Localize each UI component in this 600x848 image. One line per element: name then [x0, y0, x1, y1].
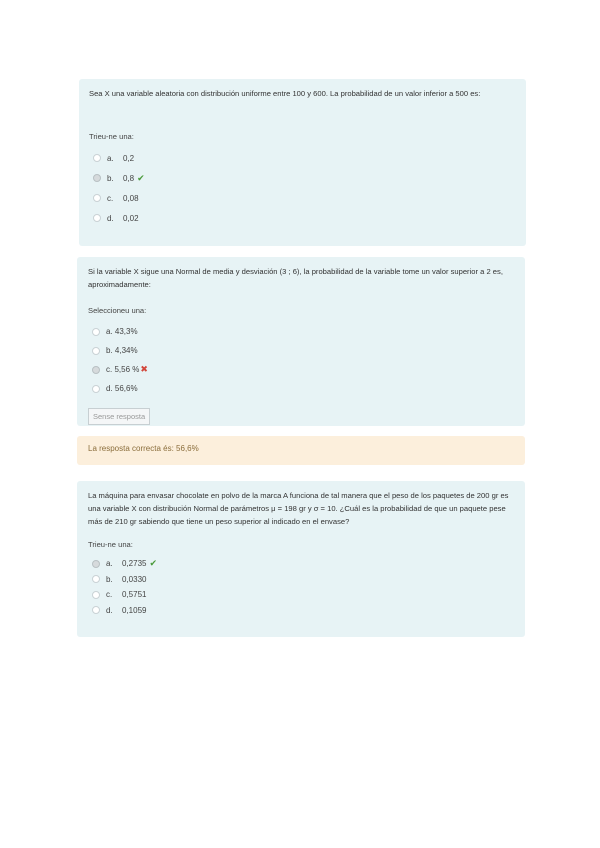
option-letter: d.: [106, 605, 113, 615]
question-text: La máquina para envasar chocolate en polvo de la marca A funciona de tal manera que el peso de los paquetes de 200 gr es una variable X con distribución Normal de parámetros μ = 198 gr y σ = 10. ¿Cuál es la probabilidad de que un paquete pese más de 210 gr sabiendo que tiene un peso superior al indicado en el envase?: [88, 491, 509, 526]
answer-options: [89, 148, 516, 228]
radio-button[interactable]: [92, 575, 100, 583]
answer-option-a[interactable]: [88, 322, 514, 341]
question-prompt: Seleccioneu una:: [88, 306, 147, 315]
option-letter: b.: [106, 574, 113, 584]
question-text: Sea X una variable aleatoria con distribución uniforme entre 100 y 600. La probabilidad de un valor inferior a 500 es:: [89, 89, 481, 98]
radio-button[interactable]: [92, 385, 100, 393]
answer-option-a[interactable]: [89, 148, 516, 168]
answer-option-d[interactable]: [89, 208, 516, 228]
option-value: a. 43,3%: [106, 327, 138, 336]
option-letter: b.: [107, 173, 114, 183]
check-icon: ✔: [137, 172, 145, 183]
option-letter: a.: [106, 559, 113, 569]
cross-icon: ✖: [140, 364, 148, 374]
check-icon: ✔: [149, 558, 158, 569]
no-answer-button[interactable]: Sense resposta: [88, 408, 150, 425]
option-value: 0,02: [123, 213, 139, 223]
question-text: Si la variable X sigue una Normal de media y desviación (3 ; 6), la probabilidad de la variable tome un valor superior a 2 es, aproximadamente:: [88, 267, 503, 289]
question-card-1: [79, 79, 526, 246]
radio-button[interactable]: [93, 154, 101, 162]
radio-button-selected[interactable]: [92, 560, 100, 568]
option-value: d. 56,6%: [106, 384, 138, 393]
option-letter: d.: [107, 213, 114, 223]
option-value: 0,8: [123, 173, 135, 183]
answer-options: [88, 322, 514, 398]
option-value: 0,0330: [122, 574, 147, 584]
radio-button-selected[interactable]: [92, 366, 100, 374]
option-value: 0,08: [123, 193, 139, 203]
answer-option-c[interactable]: [89, 188, 516, 208]
answer-option-c[interactable]: [88, 587, 514, 603]
answer-option-b[interactable]: [88, 572, 514, 588]
question-prompt: Trieu-ne una:: [89, 132, 134, 141]
option-letter: a.: [107, 153, 114, 163]
radio-button[interactable]: [92, 347, 100, 355]
question-prompt: Trieu-ne una:: [88, 540, 133, 549]
option-value: 0,2: [123, 153, 135, 163]
correct-answer-feedback: La resposta correcta és: 56,6%: [77, 436, 525, 465]
option-value: c. 5,56 %: [106, 365, 140, 374]
radio-button[interactable]: [92, 591, 100, 599]
radio-button[interactable]: [93, 214, 101, 222]
radio-button-selected[interactable]: [93, 174, 101, 182]
option-value: 0,1059: [122, 605, 147, 615]
radio-button[interactable]: [92, 606, 100, 614]
answer-option-a[interactable]: [88, 556, 514, 572]
question-card-2: [77, 257, 525, 426]
answer-option-d[interactable]: [88, 379, 514, 398]
radio-button[interactable]: [93, 194, 101, 202]
answer-option-d[interactable]: [88, 603, 514, 619]
option-letter: c.: [107, 193, 114, 203]
option-value: 0,2735: [122, 559, 147, 569]
option-value: 0,5751: [122, 590, 147, 600]
radio-button[interactable]: [92, 328, 100, 336]
answer-options: [88, 556, 514, 618]
answer-option-b[interactable]: [89, 168, 516, 188]
option-letter: c.: [106, 590, 113, 600]
question-card-3: [77, 481, 525, 637]
answer-option-c[interactable]: [88, 360, 514, 379]
option-value: b. 4,34%: [106, 346, 138, 355]
answer-option-b[interactable]: [88, 341, 514, 360]
